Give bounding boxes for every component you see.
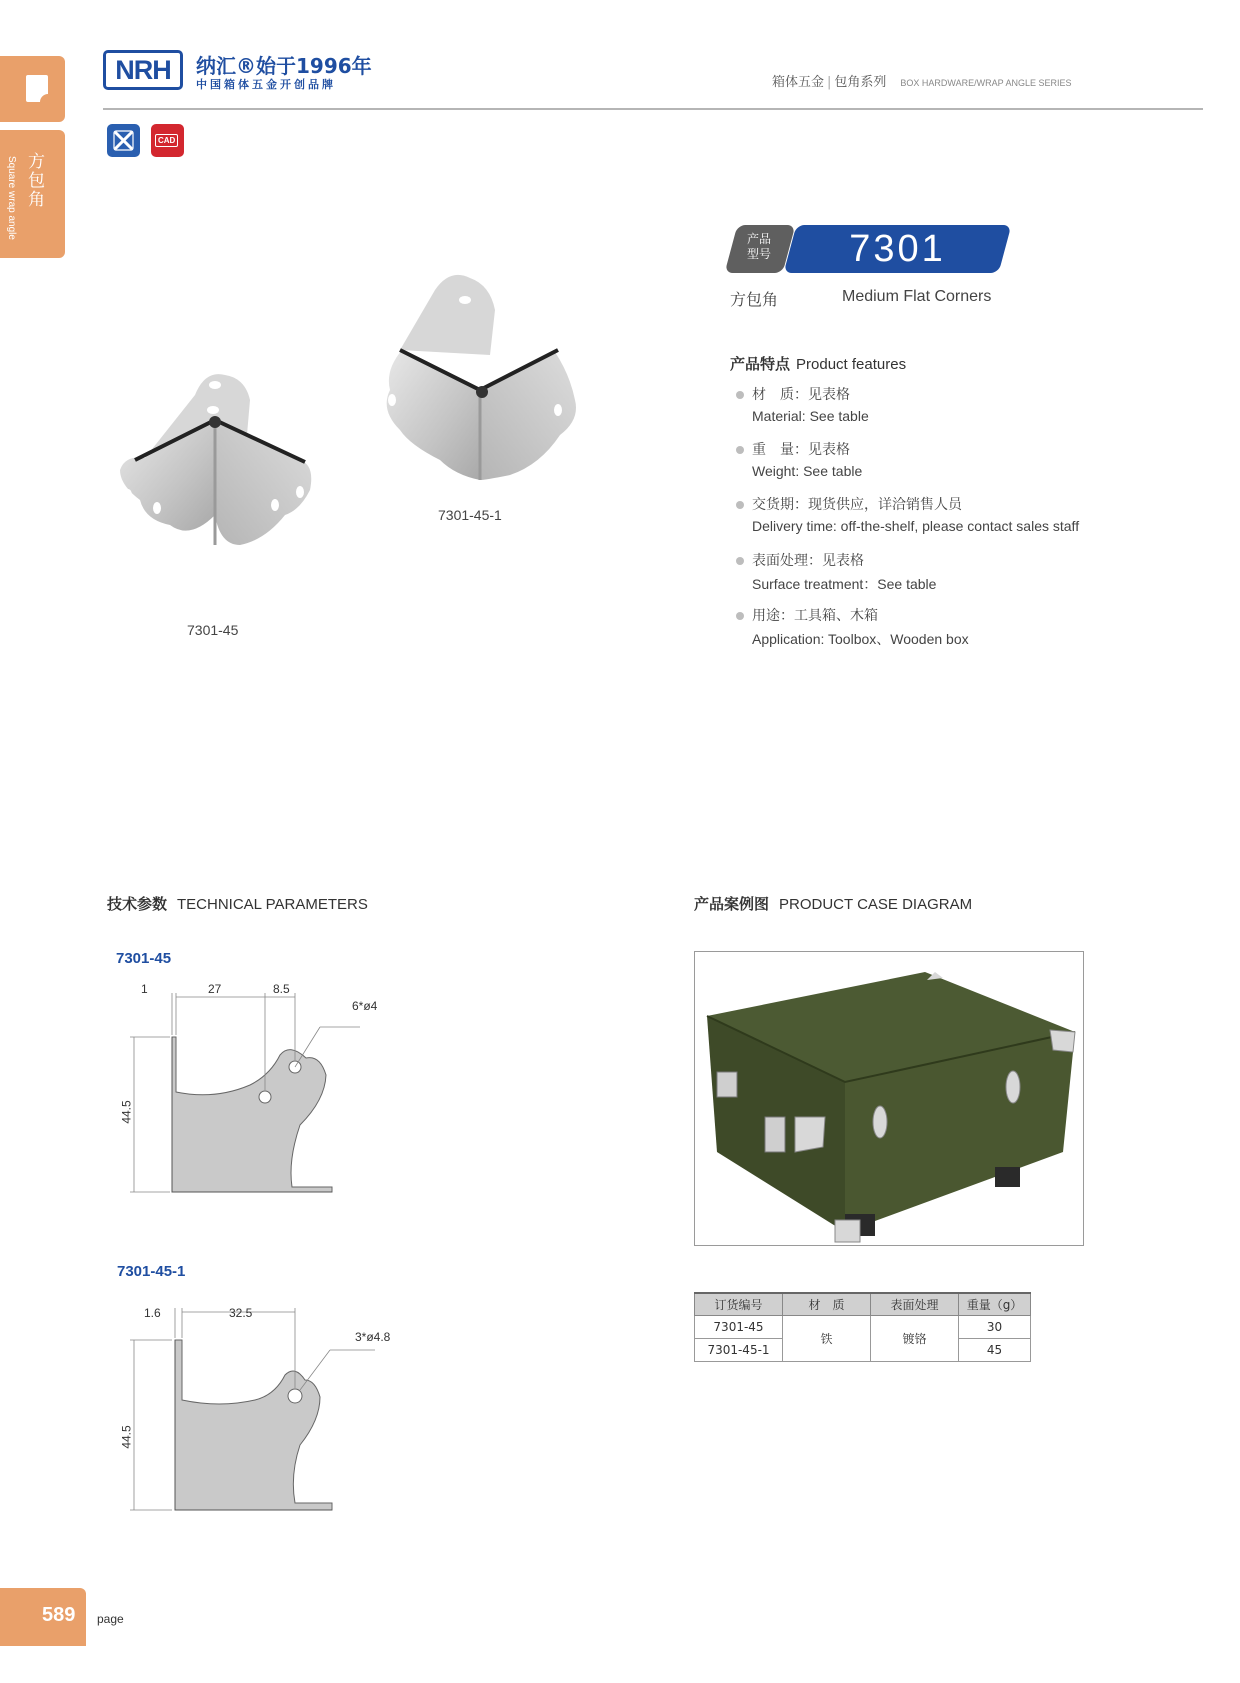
features-title — [730, 353, 906, 374]
bullet-icon — [736, 612, 744, 620]
dim-height: 44.5 — [119, 1100, 134, 1124]
dim-thickness-2: 1.6 — [144, 1306, 161, 1320]
dim-holes: 6*ø4 — [352, 999, 378, 1013]
side-tab-en: Square wrap angle — [6, 156, 17, 240]
cell-material: 铁 — [783, 1315, 871, 1361]
page-word: page — [97, 1612, 124, 1626]
dim-holes-2: 3*ø4.8 — [355, 1330, 391, 1344]
col-material: 材 质 — [783, 1293, 871, 1315]
feature-en: Weight: See table — [752, 463, 863, 479]
model-tag-line1: 产品 — [746, 232, 771, 246]
breadcrumb: 箱体五金 | 包角系列 BOX HARDWARE/WRAP ANGLE SERIES — [772, 75, 1072, 90]
breadcrumb-en: BOX HARDWARE/WRAP ANGLE SERIES — [900, 78, 1072, 88]
photo-label-7301-45-1: 7301-45-1 — [438, 507, 502, 523]
dim-hole-spacing: 8.5 — [273, 982, 290, 996]
page-number: 589 — [42, 1604, 76, 1626]
dim-hole-offset: 27 — [208, 982, 222, 996]
case-title-cn: 产品案例图 — [694, 895, 770, 913]
table-row — [695, 1315, 1031, 1338]
model-tag — [744, 232, 774, 262]
cell-weight: 45 — [959, 1338, 1031, 1361]
cell-weight: 30 — [959, 1315, 1031, 1338]
page-number-tab — [0, 1588, 86, 1646]
breadcrumb-cat2: 包角系列 — [834, 75, 887, 90]
technical-drawing-7301-45 — [120, 985, 420, 1205]
feature-en: Delivery time: off-the-shelf, please contact sales staff — [752, 518, 1080, 534]
feature-cn: 材 质：见表格 — [752, 387, 850, 403]
brand-name: 纳汇®始于1996年 — [196, 54, 372, 78]
case-diagram-title — [694, 893, 972, 914]
spec-table — [694, 1292, 1031, 1362]
table-header-row — [695, 1293, 1031, 1315]
feature-cn: 交货期：现货供应，详洽销售人员 — [752, 497, 962, 513]
toolbox-illustration — [695, 952, 1083, 1245]
category-side-tab — [0, 130, 65, 258]
cell-code: 7301-45 — [695, 1315, 783, 1338]
document-icon — [26, 75, 48, 102]
brand-logo: NRH — [103, 50, 183, 90]
cad-label: CAD — [155, 134, 178, 147]
product-7301-45-1-image — [387, 275, 576, 480]
case-diagram-image — [694, 951, 1084, 1246]
col-order-code: 订货编号 — [695, 1293, 783, 1315]
product-name-en: Medium Flat Corners — [842, 288, 992, 305]
features-title-cn: 产品特点 — [730, 355, 791, 373]
col-surface: 表面处理 — [871, 1293, 959, 1315]
product-name-cn: 方包角 — [730, 290, 779, 309]
model-number: 7301 — [849, 228, 946, 270]
tech-params-title — [107, 893, 368, 914]
feature-cn: 表面处理：见表格 — [752, 553, 864, 569]
dim-height-2: 44.5 — [119, 1425, 134, 1449]
dim-width-2: 32.5 — [229, 1306, 253, 1320]
brand-tagline: 中国箱体五金开创品牌 — [196, 78, 336, 91]
tech-title-en: TECHNICAL PARAMETERS — [177, 896, 368, 913]
case-title-en: PRODUCT CASE DIAGRAM — [779, 896, 973, 913]
cad-icon[interactable] — [151, 124, 184, 157]
photo-label-7301-45: 7301-45 — [187, 622, 239, 638]
drawing-label-7301-45-1: 7301-45-1 — [117, 1263, 186, 1280]
feature-cn: 重 量：见表格 — [752, 442, 850, 458]
bullet-icon — [736, 391, 744, 399]
dim-thickness: 1 — [141, 982, 148, 996]
bullet-icon — [736, 446, 744, 454]
cell-surface: 镀铬 — [871, 1315, 959, 1361]
side-tab-cn: 方包角 — [24, 152, 44, 209]
col-weight: 重量（g） — [959, 1293, 1031, 1315]
breadcrumb-cat1: 箱体五金 — [772, 75, 825, 90]
header-divider — [103, 108, 1203, 110]
tech-title-cn: 技术参数 — [107, 895, 168, 913]
feature-en: Application: Toolbox、Wooden box — [752, 631, 969, 647]
model-tag-line2: 型号 — [746, 247, 771, 261]
product-7301-45-image — [120, 374, 311, 545]
page-tab — [0, 56, 65, 122]
features-title-en: Product features — [796, 356, 907, 373]
bullet-icon — [736, 557, 744, 565]
cell-code: 7301-45-1 — [695, 1338, 783, 1361]
drawing-label-7301-45: 7301-45 — [116, 950, 172, 967]
tools-icon[interactable] — [107, 124, 140, 157]
product-photos — [100, 270, 600, 630]
feature-en: Material: See table — [752, 408, 869, 424]
feature-cn: 用途：工具箱、木箱 — [752, 608, 878, 624]
bullet-icon — [736, 501, 744, 509]
feature-en: Surface treatment：See table — [752, 576, 937, 592]
